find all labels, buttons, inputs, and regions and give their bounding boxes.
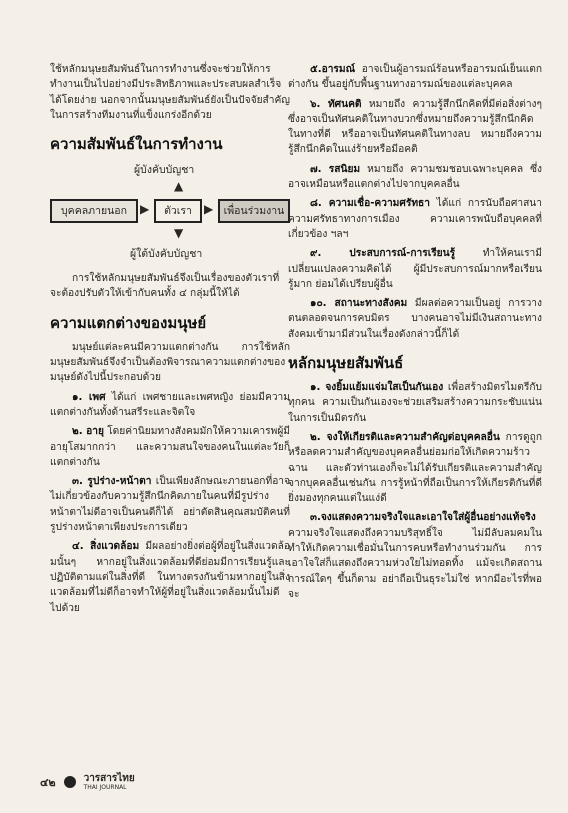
- difference-item: ๙. ประสบการณ์-การเรียนรู้ ทำให้คนเรามีเปลี่ยนแปลงความคิดได้ ผู้มีประสบการณ์มากหรือเรียนรู้มาก ย่อมได้เปรียบผู้อื่น: [288, 248, 542, 290]
- page-number: ๔๒: [40, 776, 56, 789]
- difference-item: ๑. เพศ ได้แก่ เพศชายและเพศหญิง ย่อมมีความแตกต่างกันทั้งด้านสรีระและจิตใจ: [50, 391, 290, 418]
- difference-item: ๖. ทัศนคติ หมายถึง ความรู้สึกนึกคิดที่มีต่อสิ่งต่างๆ ซึ่งอาจเป็นทัศนคติในทางบวกซึ่งหมายถึงความรู้สึกนึกคิดในทางที่ดี หรืออาจเป็นทัศนคติในทางลบ หมายถึงความรู้สึกนึกคิดในแง่ร้ายหรือมีอคติ: [288, 98, 542, 156]
- diagram-subordinate-label: ผู้ใต้บังคับบัญชา: [130, 248, 203, 261]
- difference-item: ๓. รูปร่าง-หน้าตา เป็นเพียงลักษณะภายนอกที่อาจไม่เกี่ยวข้องกับความรู้สึกนึกคิดภายในคนที่มีรูปร่างหน้าตาไม่ดีอาจเป็นคนดีก็ได้ อย่าตัดสินคุณสมบัติคนที่รูปร่างหน้าตาเพียงประการเดียว: [50, 476, 290, 534]
- group-paragraph: การใช้หลักมนุษยสัมพันธ์จึงเป็นเรื่องของตัวเราที่จะต้องปรับตัวให้เข้ากับคนทั้ง ๔ กลุ่มนี้ให้ได้: [50, 273, 280, 300]
- difference-item: ๘. ความเชื่อ-ความศรัทธา ได้แก่ การนับถือศาสนา ความศรัทธาทางการเมือง ความเคารพนับถือบุคคลที่เกี่ยวข้อง ฯลฯ: [288, 198, 542, 240]
- diagram-superior-label: ผู้บังคับบัญชา: [134, 164, 195, 177]
- diagram-self-box: ตัวเรา: [154, 199, 202, 223]
- left-column: [50, 62, 290, 620]
- differences-intro: มนุษย์แต่ละคนมีความแตกต่างกัน การใช้หลักมนุษยสัมพันธ์จึงจำเป็นต้องพิจารณาความแตกต่างของมนุษย์ดังไปนี้ประกอบด้วย: [50, 341, 290, 384]
- principle-item: ๒. จงให้เกียรติและความสำคัญต่อบุคคลอื่น การดูถูกหรือลดความสำคัญของบุคคลอื่นย่อมก่อให้เกิดความร้าวฉาน และตัวท่านเองก็จะไม่ได้รับเกียรติและความสำคัญจากบุคคลอื่นเช่นกัน การรู้หน้าที่ถือเป็นการให้เกียรติกันที่ดียิ่งมองทุกคนแต่ในแง่ดี: [288, 431, 542, 505]
- difference-item: ๔. สิ่งแวดล้อม มีผลอย่างยิ่งต่อผู้ที่อยู่ในสิ่งแวดล้อมนั้นๆ หากอยู่ในสิ่งแวดล้อมที่ดีย่อมมีการเรียนรู้และปฏิบัติตามแต่ในสิ่งที่ดี ในทางตรงกันข้ามหากอยู่ในสิ่งแวดล้อมที่ไม่ดีก็อาจทำให้ผู้ที่อยู่ในสิ่งแวดล้อมนั้นไม่ดีไปด้วย: [50, 541, 290, 614]
- principle-item: ๑. จงยิ้มแย้มแจ่มใสเป็นกันเอง เพื่อสร้างมิตรไมตรีกับทุกคน ความเป็นกันเองจะช่วยเสริมสร้างความกระชับแน่นในการเป็นมิตรกัน: [288, 382, 542, 424]
- page-footer: [40, 773, 135, 791]
- diagram-colleague-box: เพื่อนร่วมงาน: [218, 199, 290, 223]
- principle-item: ๓.จงแสดงความจริงใจและเอาใจใส่ผู้อื่นอย่างแท้จริง ความจริงใจแสดงถึงความบริสุทธิ์ใจ ไม่มีลับลมคมใน ทำให้เกิดความเชื่อมั่นในการคบหรือทำงานร่วมกัน การเอาใจใส่ก็แสดงถึงความห่วงใยไม่ทอดทิ้ง แม้จะเกิดสถานการณ์ใดๆ ขึ้นก็ตาม อย่าถือเป็นธุระไม่ใช่ หากมีอะไรที่พอจะ: [288, 512, 542, 600]
- section-heading-human-differences: ความแตกต่างของมนุษย์: [50, 313, 207, 332]
- journal-logo-title: วารสารไทย: [83, 772, 135, 784]
- journal-logo-subtitle: THAI JOURNAL: [83, 783, 127, 791]
- journal-logo-icon: [64, 776, 76, 788]
- section-heading-principles: หลักมนุษยสัมพันธ์: [288, 354, 404, 373]
- difference-item: ๕.อารมณ์ อาจเป็นผู้อารมณ์ร้อนหรืออารมณ์เย็นแตกต่างกัน ขึ้นอยู่กับพื้นฐานทางอารมณ์ของแต่ละบุคคล: [288, 64, 542, 91]
- difference-item: ๑๐. สถานะทางสังคม มีผลต่อความเป็นอยู่ การวางตนตลอดจนการคบมิตร บางคนอาจไม่มีเงินสถานะทางสังคมเข้ามามีส่วนในเรื่องดังกล่าวนี้ก็ได้: [288, 298, 543, 340]
- right-column: [288, 62, 542, 606]
- arrow-up-icon: ▲: [174, 179, 184, 194]
- diagram-external-box: บุคคลภายนอก: [50, 199, 138, 223]
- journal-logo: [84, 774, 135, 791]
- section-heading-work-relations: ความสัมพันธ์ในการทำงาน: [50, 135, 223, 154]
- arrow-right-icon: ▶: [204, 202, 214, 217]
- arrow-right-icon: ▶: [140, 202, 150, 217]
- difference-item: ๗. รสนิยม หมายถึง ความชมชอบเฉพาะบุคคล ซึ่งอาจเหมือนหรือแตกต่างไปจากบุคคลอื่น: [288, 163, 542, 191]
- relationship-diagram: [50, 161, 290, 261]
- arrow-down-icon: ▼: [174, 226, 184, 241]
- intro-paragraph: ใช้หลักมนุษยสัมพันธ์ในการทำงานซึ่งจะช่วยให้การทำงานเป็นไปอย่างมีประสิทธิภาพและประสบผลสำเร็จได้โดยง่าย นอกจากนั้นมนุษยสัมพันธ์ยังเป็นปัจจัยสำคัญในการสร้างทีมงานที่แข็งแกร่งอีกด้วย: [50, 64, 290, 121]
- difference-item: ๒. อายุ โดยค่านิยมทางสังคมมักให้ความเคารพผู้มีอายุโสมากกว่า และความสนใจของคนในแต่ละวัยก็แตกต่างกัน: [50, 426, 290, 468]
